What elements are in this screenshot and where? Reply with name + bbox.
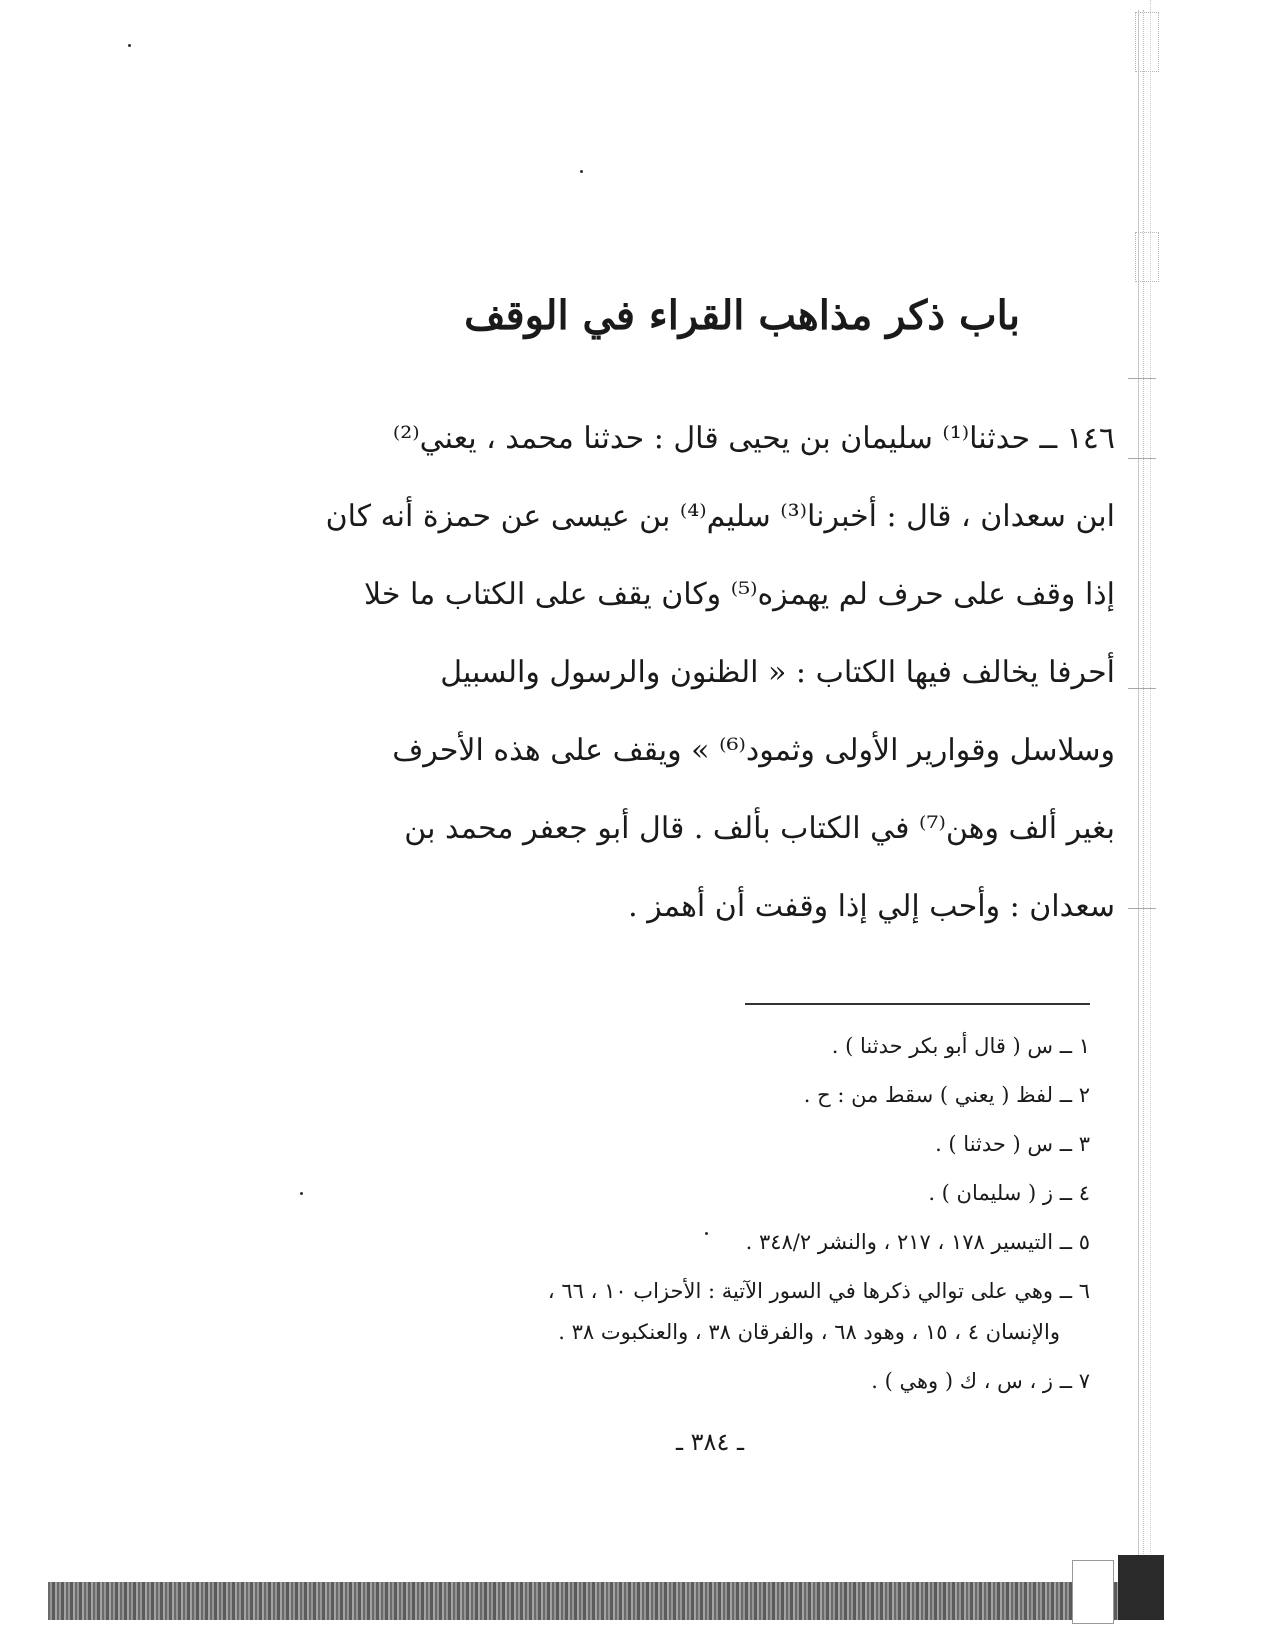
chapter-title: باب ذكر مذاهب القراء في الوقف	[464, 292, 1020, 339]
body-line: ابن سعدان ، قال : أخبرنا⁽³⁾ سليم⁽⁴⁾ بن عيسى عن حمزة أنه كان	[325, 499, 1115, 534]
scan-artifact	[1118, 1555, 1164, 1620]
edge-mark	[1135, 12, 1159, 72]
footnote: ٧ ــ ز ، س ، ك ( وهي ) .	[871, 1369, 1090, 1393]
footnote: ١ ــ س ( قال أبو بكر حدثنا ) .	[831, 1034, 1090, 1058]
body-line: ١٤٦ ــ حدثنا⁽¹⁾ سليمان بن يحيى قال : حدثنا محمد ، يعني⁽²⁾	[392, 421, 1115, 456]
body-line: أحرفا يخالف فيها الكتاب : « الظنون والرسول والسبيل	[440, 655, 1115, 690]
footnotes	[320, 1022, 1090, 1406]
footnote: ٢ ــ لفظ ( يعني ) سقط من : ح .	[803, 1083, 1090, 1107]
main-paragraph	[325, 400, 1115, 946]
edge-mark	[1128, 458, 1156, 459]
edge-mark	[1135, 232, 1159, 282]
scan-bottom-strip	[48, 1582, 1148, 1620]
edge-mark	[1128, 378, 1156, 379]
scan-artifact	[1072, 1560, 1114, 1624]
edge-mark	[1128, 908, 1156, 909]
footnote-separator	[745, 1003, 1090, 1005]
scan-speck	[300, 1192, 303, 1195]
footnote: ٥ ــ التيسير ١٧٨ ، ٢١٧ ، والنشر ٣٤٨/٢ .	[745, 1230, 1090, 1254]
scan-speck	[128, 44, 131, 47]
body-line: بغير ألف وهن⁽⁷⁾ في الكتاب بألف . قال أبو جعفر محمد بن	[404, 811, 1115, 846]
edge-mark	[1128, 688, 1156, 689]
footnote: ٣ ــ س ( حدثنا ) .	[935, 1132, 1090, 1156]
body-line: وسلاسل وقوارير الأولى وثمود⁽⁶⁾ » ويقف على هذه الأحرف	[392, 733, 1115, 768]
scan-speck	[580, 170, 583, 173]
page-number: ـ ٣٨٤ ـ	[675, 1428, 744, 1456]
body-line: سعدان : وأحب إلي إذا وقفت أن أهمز .	[628, 889, 1115, 924]
footnote: ٤ ــ ز ( سليمان ) .	[928, 1181, 1090, 1205]
footnote-continuation: والإنسان ٤ ، ١٥ ، وهود ٦٨ ، والفرقان ٣٨ ، والعنكبوت ٣٨ .	[558, 1320, 1060, 1344]
footnote: ٦ ــ وهي على توالي ذكرها في السور الآتية : الأحزاب ١٠ ، ٦٦ ،	[547, 1279, 1090, 1303]
body-line: إذا وقف على حرف لم يهمزه⁽⁵⁾ وكان يقف على الكتاب ما خلا	[363, 577, 1115, 612]
